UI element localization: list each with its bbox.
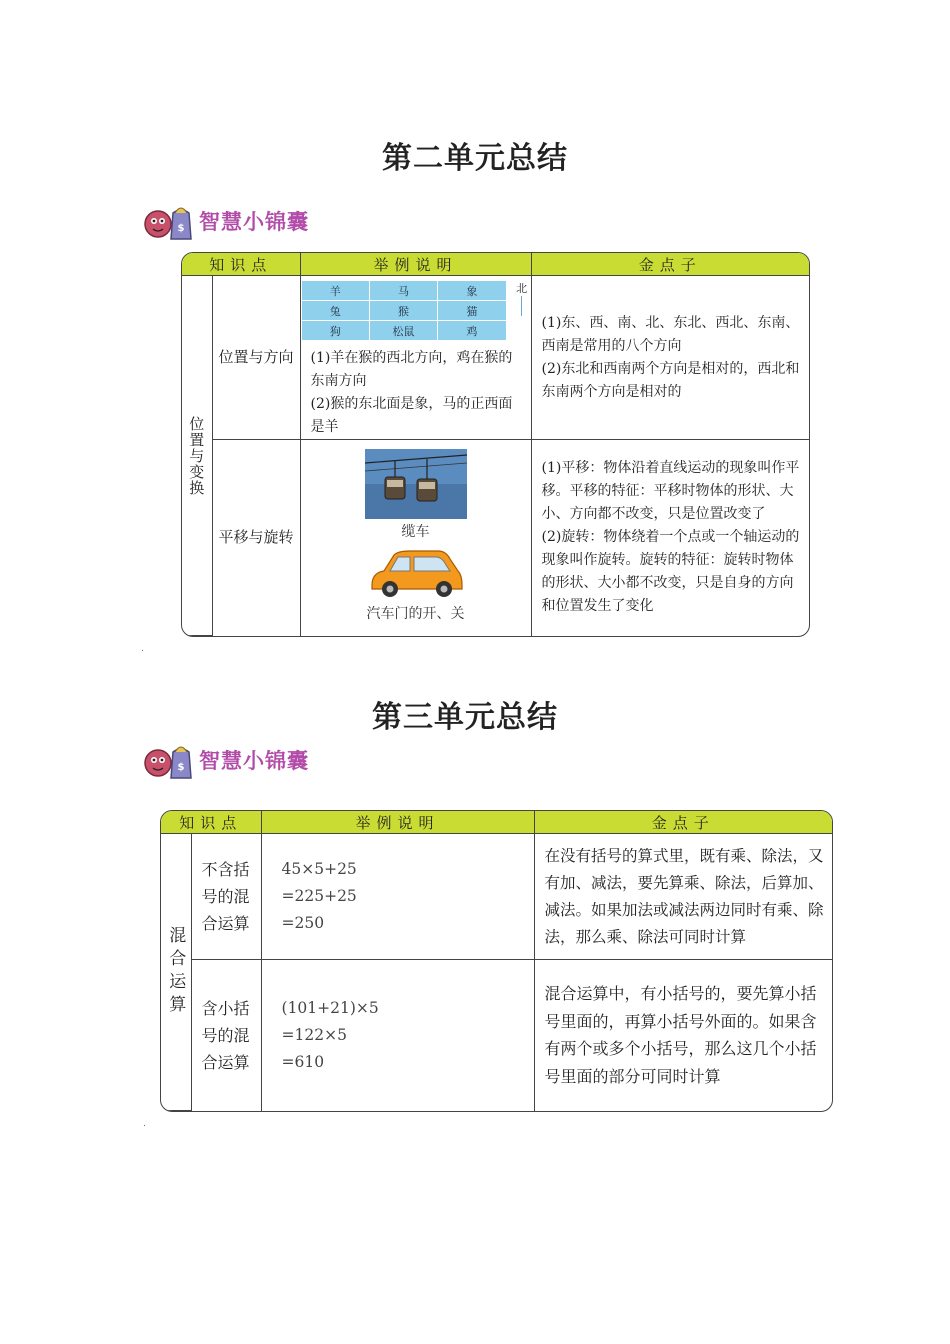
svg-text:$: $ xyxy=(177,762,185,773)
grid-cell: 鸡 xyxy=(438,321,506,341)
example-cell xyxy=(300,276,531,440)
unit2-title: 第二单元总结 xyxy=(382,141,568,176)
animal-grid xyxy=(301,280,507,341)
grid-cell: 松鼠 xyxy=(369,321,437,341)
tip-text-2: (2)旋转：物体绕着一个点或一个轴运动的现象叫作旋转。旋转的特征：旋转时物体的形状、大小都不改变，只是自身的方向和位置发生了变化 xyxy=(541,529,800,615)
north-arrow-icon xyxy=(513,280,531,341)
math-line: 45×5+25 xyxy=(281,860,357,878)
badge-label: 智慧小锦囊 xyxy=(199,749,309,773)
picture-box xyxy=(301,449,531,627)
animal-grid-wrap xyxy=(301,280,531,341)
math-line: =250 xyxy=(281,914,325,932)
unit3-table xyxy=(160,810,833,1112)
tips-cell xyxy=(531,276,809,440)
grid-cell: 猫 xyxy=(438,301,506,321)
topic-label: 平移与旋转 xyxy=(218,528,294,547)
unit3-badge xyxy=(143,738,309,782)
header-knowledge: 知识点 xyxy=(161,811,261,834)
grid-cell: 猴 xyxy=(369,301,437,321)
header-knowledge: 知识点 xyxy=(182,253,300,276)
tips-cell xyxy=(534,960,832,1111)
svg-text:$: $ xyxy=(177,223,185,234)
character-mascot-icon xyxy=(143,738,195,782)
unit3-title: 第三单元总结 xyxy=(372,700,558,735)
header-tips: 金点子 xyxy=(531,253,809,276)
example-text-2: (2)猴的东北面是象，马的正西面是羊 xyxy=(310,396,513,435)
math-line: (101+21)×5 xyxy=(281,998,379,1017)
car-icon xyxy=(366,545,466,601)
header-example: 举例说明 xyxy=(300,253,531,276)
tip-text-1: (1)东、西、南、北、东北、西北、东南、西南是常用的八个方向 xyxy=(541,314,800,354)
caption-car: 汽车门的开、关 xyxy=(366,605,465,622)
grid-cell: 羊 xyxy=(301,281,369,301)
tip-text: 在没有括号的算式里，既有乘、除法，又有加、减法，要先算乘、除法，后算加、减法。如果加法或减法两边同时有乘、除法，那么乘、除法可同时计算 xyxy=(544,846,824,946)
math-line: =610 xyxy=(281,1052,325,1071)
tips-cell xyxy=(534,834,832,960)
page-mark: . xyxy=(141,644,144,654)
character-mascot-icon xyxy=(143,199,195,243)
category-label: 混合运算 xyxy=(165,926,186,1018)
category-cell xyxy=(161,834,191,1111)
math-line: =225+25 xyxy=(281,887,357,905)
topic-cell xyxy=(191,960,261,1111)
topic-cell xyxy=(212,276,300,440)
topic-label: 不含括号的混合运算 xyxy=(201,860,250,933)
example-cell xyxy=(300,440,531,636)
topic-cell xyxy=(191,834,261,960)
grid-cell: 马 xyxy=(369,281,437,301)
unit2-badge xyxy=(143,199,309,243)
tip-text-2: (2)东北和西南两个方向是相对的，西北和东南两个方向是相对的 xyxy=(541,360,800,400)
math-line: =122×5 xyxy=(281,1025,347,1044)
grid-cell: 狗 xyxy=(301,321,369,341)
example-cell xyxy=(261,960,534,1111)
example-cell xyxy=(261,834,534,960)
grid-cell: 象 xyxy=(438,281,506,301)
example-text-1: (1)羊在猴的西北方向，鸡在猴的东南方向 xyxy=(310,350,513,389)
page-mark: . xyxy=(143,1119,146,1129)
badge-label: 智慧小锦囊 xyxy=(199,210,309,234)
header-tips: 金点子 xyxy=(534,811,832,834)
tip-text-1: (1)平移：物体沿着直线运动的现象叫作平移。平移的特征：平移时物体的形状、大小、方向都不改变，只是位置改变了 xyxy=(541,460,800,523)
header-example: 举例说明 xyxy=(261,811,534,834)
topic-cell xyxy=(212,440,300,636)
grid-cell: 兔 xyxy=(301,301,369,321)
unit2-table xyxy=(181,252,810,637)
north-label: 北 xyxy=(516,282,528,295)
category-cell xyxy=(182,276,212,636)
cable-car-icon xyxy=(365,449,467,519)
category-label: 位置与变换 xyxy=(187,415,206,496)
caption-cable-car: 缆车 xyxy=(401,523,430,540)
topic-label: 含小括号的混合运算 xyxy=(201,998,250,1072)
topic-label: 位置与方向 xyxy=(218,348,294,366)
tip-text: 混合运算中，有小括号的，要先算小括号里面的，再算小括号外面的。如果含有两个或多个小括号，那么这几个小括号里面的部分可同时计算 xyxy=(544,984,817,1086)
tips-cell xyxy=(531,440,809,636)
